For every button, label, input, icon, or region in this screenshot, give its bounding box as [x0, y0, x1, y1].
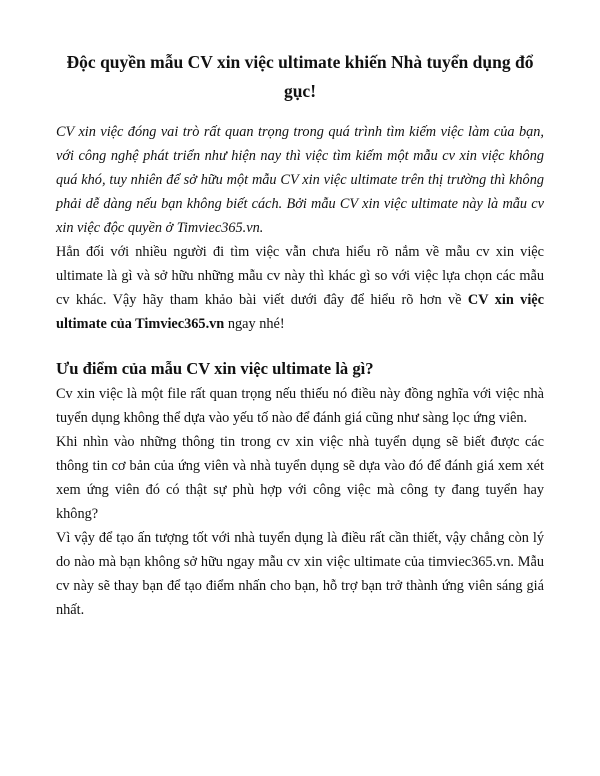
- body-paragraph-1: Cv xin việc là một file rất quan trọng nếu thiếu nó điều này đồng nghĩa với việc nhà tuyển dụng không thể dựa vào yếu tố nào để đánh giá cũng như sàng lọc ứng viên.: [56, 386, 544, 426]
- section-heading: Ưu điểm của mẫu CV xin việc ultimate là gì?: [56, 359, 374, 378]
- intro-paragraph: CV xin việc đóng vai trò rất quan trọng trong quá trình tìm kiếm việc làm của bạn, với công nghệ phát triển như hiện nay thì việc tìm kiếm một mẫu cv xin việc không quá khó, tuy nhiên để sở hữu một mẫu CV xin việc ultimate trên thị trường thì không phải dễ dàng nếu bạn không biết cách. Bởi mẫu CV xin việc ultimate này là mẫu cv xin việc độc quyền ở Timviec365.vn.: [56, 124, 544, 236]
- page-title: Độc quyền mẫu CV xin việc ultimate khiến Nhà tuyển dụng đổ gục!: [66, 52, 534, 101]
- paragraph-1: [56, 240, 544, 336]
- paragraph-1-bold: CV xin việc ultimate của Timviec365.vn: [56, 292, 544, 332]
- body-paragraph-3: Vì vậy để tạo ấn tượng tốt với nhà tuyển dụng là điều rất cần thiết, vậy chẳng còn lý do nào mà bạn không sở hữu ngay mẫu cv xin việc ultimate của timviec365.vn. Mẫu cv này sẽ thay bạn để tạo điểm nhấn cho bạn, hỗ trợ bạn trở thành ứng viên sáng giá nhất.: [56, 530, 544, 618]
- paragraph-1-text: Hẳn đối với nhiều người đi tìm việc vẫn chưa hiểu rõ nắm về mẫu cv xin việc ultimate là gì và sở hữu những mẫu cv này thì khác gì so với việc lựa chọn các mẫu cv khác. Vậy hãy tham khảo bài viết dưới đây để hiểu rõ hơn về: [56, 244, 544, 308]
- body-paragraph-2: Khi nhìn vào những thông tin trong cv xin việc nhà tuyển dụng sẽ biết được các thông tin cơ bản của ứng viên và nhà tuyển dụng sẽ dựa vào đó để đánh giá xem xét xem ứng viên đó có thật sự phù hợp với công việc mà công ty đang tuyển hay không?: [56, 434, 544, 522]
- paragraph-1-end: ngay nhé!: [224, 316, 285, 332]
